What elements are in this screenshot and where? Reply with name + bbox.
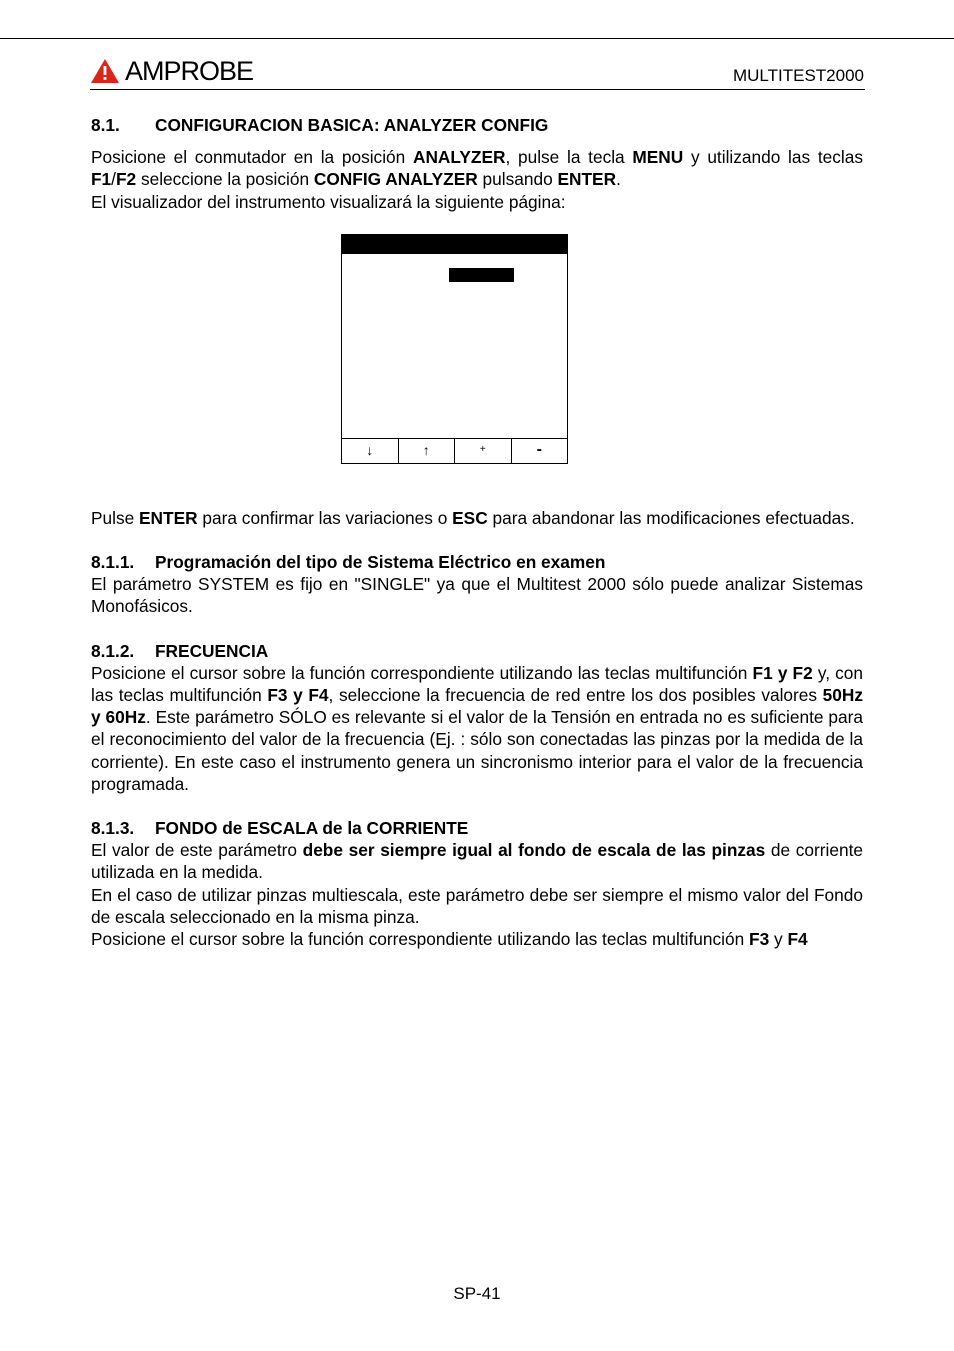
section-heading xyxy=(91,114,863,136)
section-number: 8.1. xyxy=(91,115,120,135)
section-title: CONFIGURACION BASICA: ANALYZER CONFIG xyxy=(155,115,549,135)
subsection-1-body: El parámetro SYSTEM es fijo en "SINGLE" ya que el Multitest 2000 sólo puede analizar Sistemas Monofásicos. xyxy=(91,574,863,617)
instrument-display xyxy=(341,234,568,464)
subsection-2-heading xyxy=(91,640,863,662)
display-cursor-highlight xyxy=(449,268,514,282)
subsection-2-title: FRECUENCIA xyxy=(155,640,269,661)
model-name: MULTITEST2000 xyxy=(732,66,864,85)
subsection-3-number: 8.1.3. xyxy=(91,818,135,839)
subsection-3-heading xyxy=(91,817,863,839)
brand-logo xyxy=(90,56,253,86)
subsection-3-paragraph-2: En el caso de utilizar pinzas multiescala, este parámetro debe ser siempre el mismo valor del Fondo de escala seleccionado en la misma pinza. xyxy=(91,884,863,927)
display-function-keys xyxy=(342,438,567,463)
f1-down-key: ↓ xyxy=(342,439,399,463)
warning-triangle-icon xyxy=(90,58,120,84)
page-number: SP-41 xyxy=(453,1284,501,1303)
confirm-paragraph: Pulse ENTER para confirmar las variaciones o ESC para abandonar las modificaciones efectuadas. xyxy=(91,507,855,528)
f3-plus-key: + xyxy=(455,439,512,463)
subsection-1-heading xyxy=(91,551,863,573)
subsection-1-number: 8.1.1. xyxy=(91,552,135,573)
intro-paragraph: Posicione el conmutador en la posición ANALYZER, pulse la tecla MENU y utilizando las teclas F1/F2 seleccione la posición CONFIG ANALYZER pulsando ENTER. xyxy=(91,147,863,190)
header-rule xyxy=(90,89,865,90)
subsection-3-paragraph-3: Posicione el cursor sobre la función correspondiente utilizando las teclas multifunción F3 y F4 xyxy=(91,929,808,950)
brand-name: AMPROBE xyxy=(125,56,254,86)
subsection-3-body: El valor de este parámetro debe ser siempre igual al fondo de escala de las pinzas de corriente utilizada en la medida. xyxy=(91,840,863,883)
subsection-2-body: Posicione el cursor sobre la función correspondiente utilizando las teclas multifunción F1 y F2 y, con las teclas multifunción F3 y F4, seleccione la frecuencia de red entre los dos posibles valores 50Hz y 60Hz. Este parámetro SÓLO es relevante si el valor de la Tensión en entrada no es suficiente para el reconocimiento del valor de la frecuencia (Ej. : sólo son conectadas las pinzas por la medida de la corriente). En este caso el instrumento genera un sincronismo interior para el valor de la frecuencia programada. xyxy=(91,662,864,794)
top-rule xyxy=(0,38,954,39)
subsection-3-title: FONDO de ESCALA de la CORRIENTE xyxy=(155,818,469,839)
display-title-bar xyxy=(342,235,567,254)
subsection-2-number: 8.1.2. xyxy=(91,640,135,661)
f4-minus-key: - xyxy=(536,441,542,458)
subsection-1-title: Programación del tipo de Sistema Eléctrico en examen xyxy=(155,552,606,573)
intro-line2: El visualizador del instrumento visualizará la siguiente página: xyxy=(91,191,566,212)
f2-up-key: ↑ xyxy=(399,439,456,463)
